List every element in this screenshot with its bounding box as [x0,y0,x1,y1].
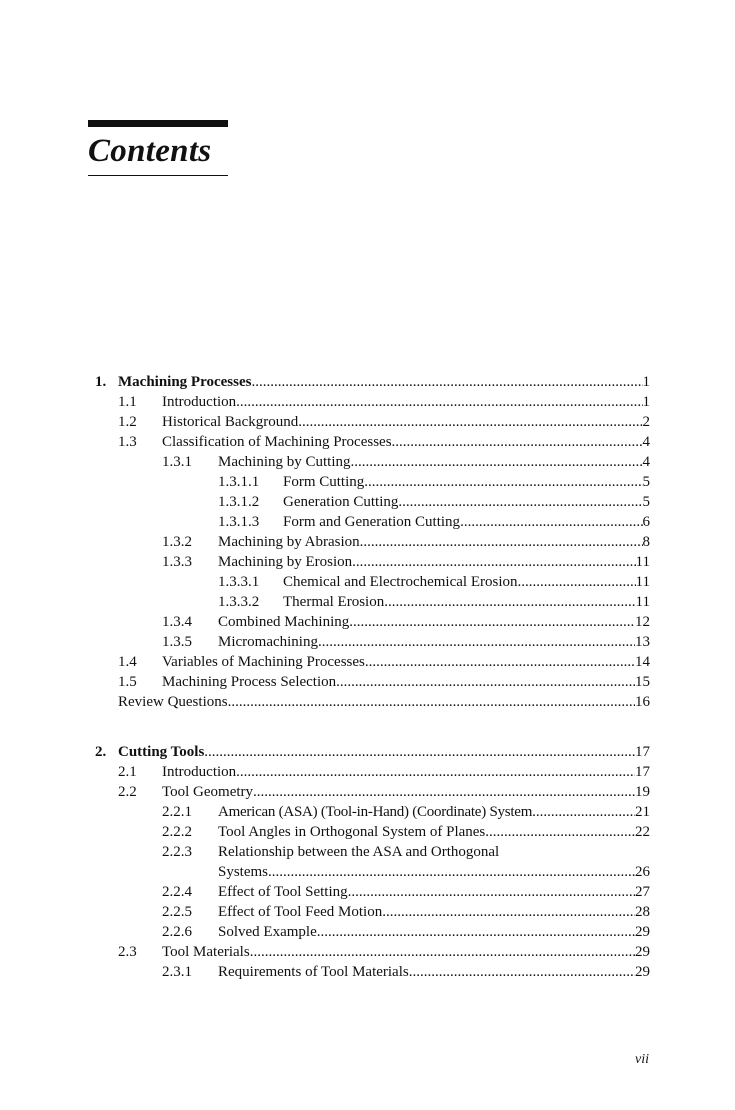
toc-entry[interactable] [95,532,650,552]
toc-page-number: 29 [635,924,650,940]
toc-page-number: 1 [642,394,650,410]
toc-entry-title: Micromachining [218,634,318,650]
toc-entry-number: 1.3.3.2 [218,594,260,610]
toc-entry[interactable] [95,922,650,942]
toc-entry[interactable] [95,822,650,842]
toc-entry[interactable] [95,592,650,612]
toc-entry-title: Historical Background [162,414,299,430]
toc-entry-title: Thermal Erosion [283,594,385,610]
toc-page-number: 22 [635,824,650,840]
toc-page-number: 19 [635,784,650,800]
toc-entry-number: 2.2.5 [162,904,192,920]
toc-entry-number: 1.3 [118,434,137,450]
toc-entry[interactable] [95,762,650,782]
toc-entry[interactable] [95,942,650,962]
table-of-contents [95,372,650,982]
toc-page-number: 5 [642,494,650,510]
toc-entry-title: Generation Cutting [283,494,399,510]
toc-entry-number: 1.3.5 [162,634,192,650]
toc-chapter-number: 1. [95,374,107,390]
toc-entry-title: Review Questions [118,694,228,710]
toc-entry[interactable] [95,902,650,922]
toc-entry-title: Machining by Erosion [218,554,353,570]
toc-entry-title: Machining Process Selection [162,674,337,690]
toc-entry-number: 2.3 [118,944,137,960]
page-title: Contents [88,133,212,169]
toc-entry-continuation[interactable] [95,862,650,882]
toc-page-number: 4 [642,454,650,470]
toc-page-number: 17 [635,764,650,780]
toc-page-number: 29 [635,944,650,960]
toc-entry[interactable] [95,392,650,412]
toc-entry[interactable] [95,782,650,802]
toc-entry[interactable] [95,432,650,452]
toc-entry[interactable] [95,882,650,902]
toc-chapter-1[interactable] [95,372,650,392]
toc-entry-title: American (ASA) (Tool-in-Hand) (Coordinate) System [218,804,533,820]
toc-entry-number: 2.2.2 [162,824,192,840]
toc-entry-number: 1.3.1 [162,454,192,470]
page-folio: vii [635,1052,649,1067]
toc-entry-number: 1.3.1.3 [218,514,260,530]
toc-entry-title: Introduction [162,394,237,410]
toc-entry-number: 2.2.4 [162,884,192,900]
toc-entry-title: Tool Angles in Orthogonal System of Planes [218,824,486,840]
toc-entry-number: 1.3.1.2 [218,494,260,510]
toc-chapter-title: Cutting Tools [118,744,205,760]
toc-entry[interactable] [95,492,650,512]
toc-entry-title: Effect of Tool Feed Motion [218,904,383,920]
toc-entry-title: Machining by Abrasion [218,534,360,550]
toc-page-number: 14 [635,654,650,670]
toc-page-number: 5 [642,474,650,490]
toc-entry[interactable] [95,552,650,572]
toc-entry-number: 1.4 [118,654,137,670]
toc-entry-title: Chemical and Electrochemical Erosion [283,574,518,590]
toc-entry[interactable] [95,692,650,712]
toc-entry-title: Tool Materials [162,944,250,960]
toc-chapter-title: Machining Processes [118,374,252,390]
toc-entry-title: Variables of Machining Processes [162,654,365,670]
toc-page-number: 28 [635,904,650,920]
toc-entry[interactable] [95,452,650,472]
toc-entry[interactable] [95,962,650,982]
toc-entry-title: Tool Geometry [162,784,254,800]
toc-entry-title: Requirements of Tool Materials [218,964,409,980]
toc-entry[interactable] [95,472,650,492]
toc-page-number: 17 [635,744,650,760]
toc-entry-title: Solved Example [218,924,317,940]
toc-entry[interactable] [95,512,650,532]
toc-page-number: 16 [635,694,650,710]
toc-entry-title: Classification of Machining Processes [162,434,392,450]
toc-page-number: 21 [635,804,650,820]
toc-page-number: 13 [635,634,650,650]
toc-entry[interactable] [95,652,650,672]
toc-entry-title: Effect of Tool Setting [218,884,348,900]
toc-page-number: 15 [635,674,650,690]
toc-page-number: 8 [642,534,650,550]
toc-entry[interactable] [95,572,650,592]
toc-entry-title: Machining by Cutting [218,454,351,470]
toc-page-number: 11 [635,554,650,570]
toc-entry-number: 2.2.3 [162,844,192,860]
toc-entry-title: Combined Machining [218,614,350,630]
toc-chapter-number: 2. [95,744,107,760]
toc-page-number: 29 [635,964,650,980]
toc-entry-number: 2.2 [118,784,137,800]
toc-entry[interactable] [95,632,650,652]
toc-entry-number: 1.3.4 [162,614,192,630]
toc-entry[interactable] [95,802,650,822]
heading-rule-top [88,120,228,127]
toc-entry[interactable] [95,672,650,692]
toc-entry[interactable] [95,612,650,632]
toc-page-number: 1 [642,374,650,390]
toc-page-number: 11 [635,574,650,590]
toc-entry-number: 1.1 [118,394,137,410]
toc-entry-number: 1.3.1.1 [218,474,260,490]
toc-page-number: 6 [642,514,650,530]
toc-entry-number: 1.3.3 [162,554,192,570]
toc-entry-number: 1.2 [118,414,137,430]
toc-entry-title: Introduction [162,764,237,780]
toc-chapter-2[interactable] [95,742,650,762]
toc-entry-title: Systems [218,864,269,880]
toc-entry[interactable] [95,412,650,432]
toc-page-number: 26 [635,864,650,880]
toc-page-number: 2 [642,414,650,430]
toc-entry-title: Form and Generation Cutting [283,514,461,530]
toc-entry-title: Relationship between the ASA and Orthogonal [218,844,500,860]
toc-entry-number: 2.1 [118,764,137,780]
toc-entry-number: 2.3.1 [162,964,192,980]
toc-entry-number: 1.5 [118,674,137,690]
toc-entry-number: 1.3.2 [162,534,192,550]
heading-rule-bottom [88,175,228,176]
toc-entry-title: Form Cutting [283,474,365,490]
toc-entry-number: 2.2.6 [162,924,192,940]
toc-entry[interactable] [95,842,650,862]
toc-page-number: 4 [642,434,650,450]
toc-page-number: 11 [635,594,650,610]
toc-entry-number: 2.2.1 [162,804,192,820]
toc-entry-number: 1.3.3.1 [218,574,260,590]
toc-page-number: 12 [635,614,650,630]
toc-page-number: 27 [635,884,650,900]
